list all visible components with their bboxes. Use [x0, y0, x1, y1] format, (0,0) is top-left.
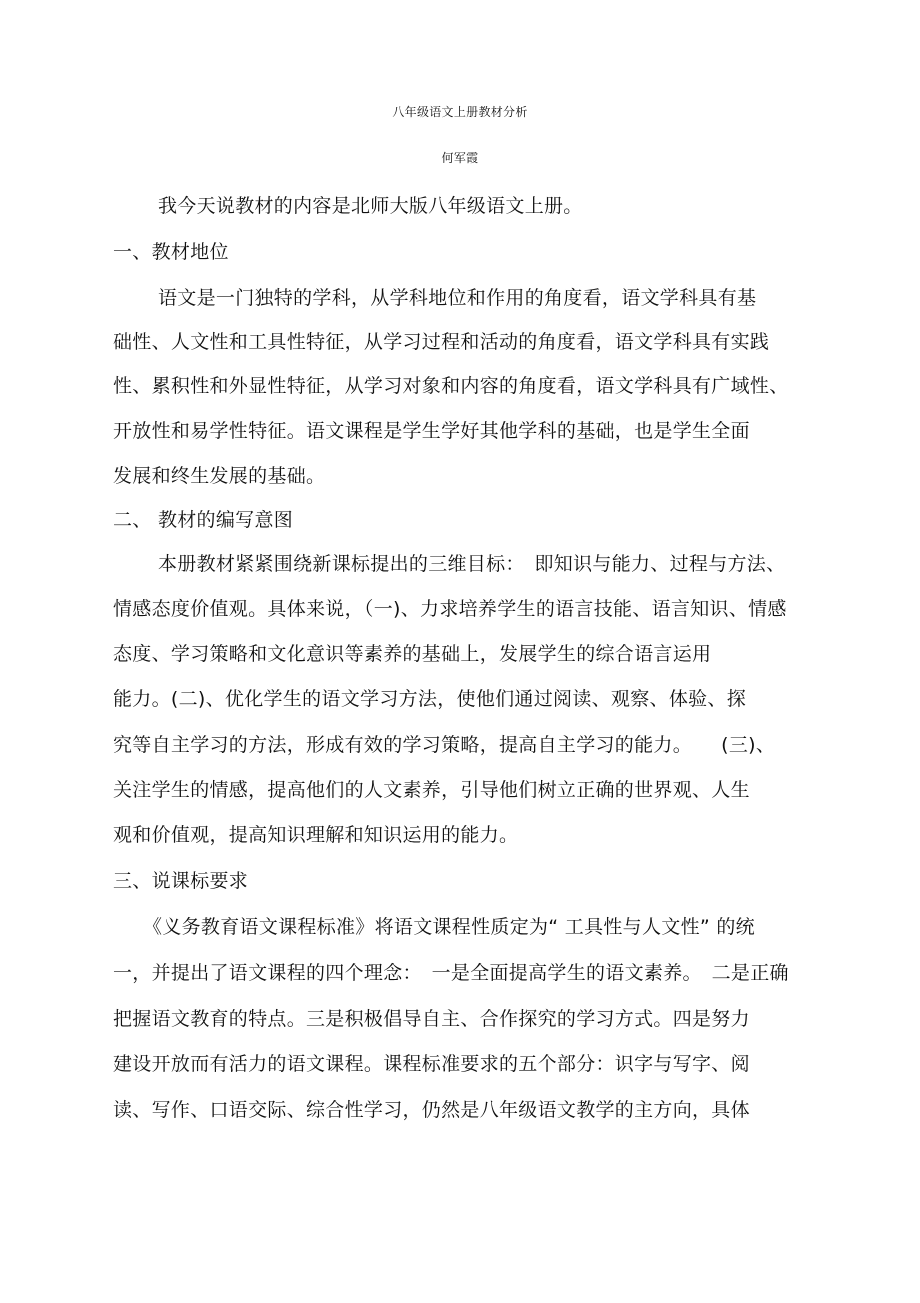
section2-line: 态度、学习策略和文化意识等素养的基础上，发展学生的综合语言运用 — [113, 643, 712, 665]
section2-line: 观和价值观，提高知识理解和知识运用的能力。 — [113, 824, 519, 846]
section2-line: 能力。(二)、优化学生的语文学习方法，使他们通过阅读、观察、体验、探 — [113, 688, 747, 710]
section2-line: 关注学生的情感，提高他们的人文素养，引导他们树立正确的世界观、人生 — [113, 779, 750, 801]
section3-line: 一，并提出了语文课程的四个理念： 一是全面提高学生的语文素养。 二是正确 — [113, 962, 789, 984]
section1-line: 语文是一门独特的学科，从学科地位和作用的角度看，语文学科具有基 — [158, 287, 757, 309]
section-heading-2: 二、 教材的编写意图 — [113, 509, 294, 531]
section-heading-3: 三、说课标要求 — [113, 870, 249, 892]
document-author: 何军霞 — [441, 151, 479, 165]
section1-line: 础性、人文性和工具性特征，从学习过程和活动的角度看，语文学科具有实践 — [113, 331, 770, 353]
document-title: 八年级语文上册教材分析 — [392, 105, 528, 119]
section2-line: 究等自主学习的方法，形成有效的学习策略，提高自主学习的能力。 (三)、 — [113, 734, 776, 756]
section3-line: 建设开放而有活力的语文课程。课程标准要求的五个部分：识字与写字、阅 — [113, 1053, 750, 1075]
section3-line: 把握语文教育的特点。三是积极倡导自主、合作探究的学习方式。四是努力 — [113, 1008, 750, 1030]
section3-line: 《义务教育语文课程标准》将语文课程性质定为“ 工具性与人文性” 的统 — [143, 916, 755, 938]
section2-line: 情感态度价值观。具体来说，（一)、力求培养学生的语言技能、语言知识、情感 — [113, 598, 787, 620]
section-heading-1: 一、教材地位 — [113, 241, 229, 263]
section2-line: 本册教材紧紧围绕新课标提出的三维目标： 即知识与能力、过程与方法、 — [158, 553, 786, 575]
section1-line: 发展和终生发展的基础。 — [113, 465, 326, 487]
section3-line: 读、写作、口语交际、综合性学习，仍然是八年级语文教学的主方向，具体 — [113, 1099, 750, 1121]
section1-line: 开放性和易学性特征。语文课程是学生学好其他学科的基础，也是学生全面 — [113, 420, 750, 442]
section1-line: 性、累积性和外显性特征，从学习对象和内容的角度看，语文学科具有广域性、 — [113, 375, 789, 397]
intro-paragraph: 我今天说教材的内容是北师大版八年级语文上册。 — [158, 195, 583, 217]
